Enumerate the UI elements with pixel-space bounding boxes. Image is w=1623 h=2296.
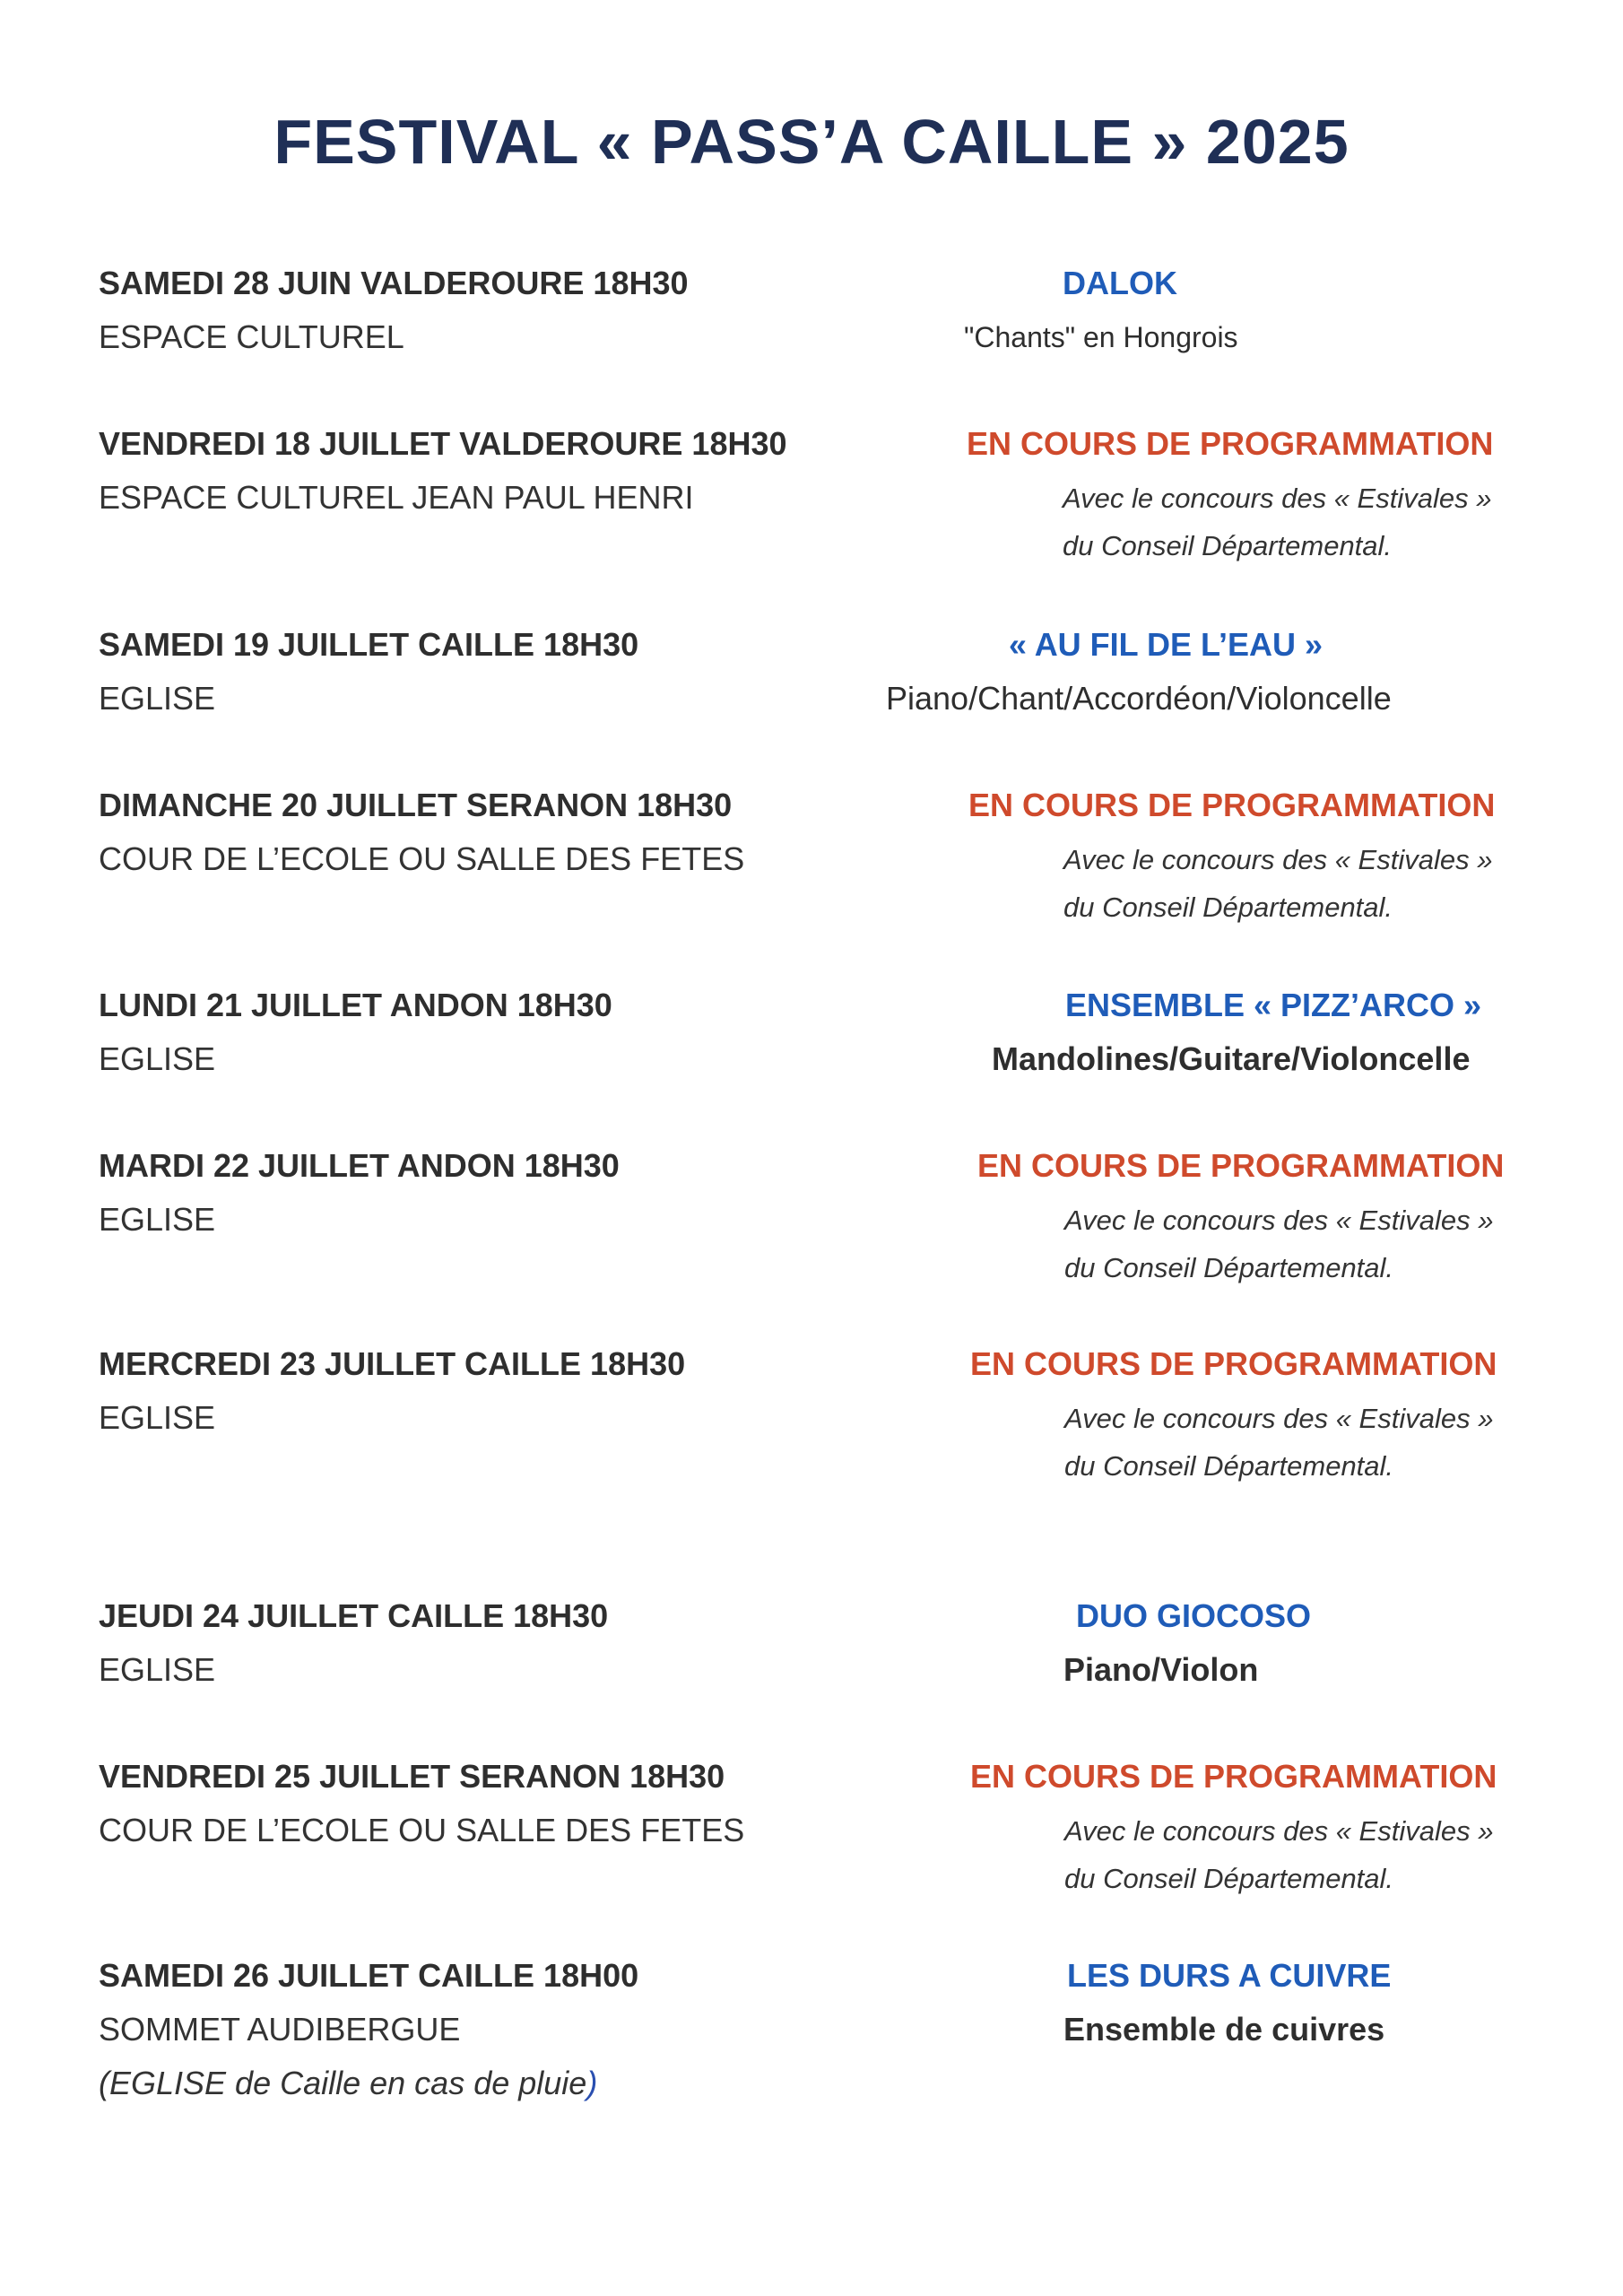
page-title: FESTIVAL « PASS’A CAILLE » 2025 — [273, 107, 1350, 177]
event-datetime: VENDREDI 18 JUILLET VALDEROURE 18H30 — [99, 425, 787, 462]
event-datetime: JEUDI 24 JUILLET CAILLE 18H30 — [99, 1597, 609, 1634]
event-venue: EGLISE — [99, 1651, 216, 1688]
event-venue: EGLISE — [99, 1201, 216, 1238]
event-note: Avec le concours des « Estivales » — [1064, 1205, 1494, 1236]
event-detail: Ensemble de cuivres — [1063, 2011, 1385, 2048]
event-note: du Conseil Départemental. — [1064, 1450, 1394, 1482]
event-act: EN COURS DE PROGRAMMATION — [977, 1147, 1505, 1184]
event-note: du Conseil Départemental. — [1064, 1252, 1394, 1283]
event-act: ENSEMBLE « PIZZ’ARCO » — [1065, 987, 1482, 1023]
event-note: du Conseil Départemental. — [1063, 530, 1393, 561]
event-datetime: VENDREDI 25 JUILLET SERANON 18H30 — [99, 1758, 725, 1795]
event-note: Avec le concours des « Estivales » — [1064, 1815, 1494, 1847]
event-act: DALOK — [1063, 265, 1177, 301]
event-note: Avec le concours des « Estivales » — [1064, 1403, 1494, 1434]
event-note: du Conseil Départemental. — [1063, 891, 1393, 923]
event-venue: COUR DE L’ECOLE OU SALLE DES FETES — [99, 840, 745, 877]
event-venue: EGLISE — [99, 680, 216, 717]
event-note: Avec le concours des « Estivales » — [1063, 844, 1493, 875]
venue-note-text: (EGLISE de Caille en cas de pluie — [99, 2065, 587, 2101]
event-detail: Piano/Violon — [1063, 1651, 1259, 1688]
event-datetime: DIMANCHE 20 JUILLET SERANON 18H30 — [99, 787, 733, 823]
event-venue: ESPACE CULTUREL JEAN PAUL HENRI — [99, 479, 694, 516]
event-note: du Conseil Départemental. — [1064, 1863, 1394, 1894]
event-act: EN COURS DE PROGRAMMATION — [968, 787, 1496, 823]
event-act: EN COURS DE PROGRAMMATION — [970, 1758, 1497, 1795]
event-venue-note — [99, 2057, 870, 2110]
event-venue: EGLISE — [99, 1399, 216, 1436]
event-act: « AU FIL DE L’EAU » — [1009, 626, 1324, 663]
event-act: DUO GIOCOSO — [1076, 1597, 1312, 1634]
event-datetime: SAMEDI 28 JUIN VALDEROURE 18H30 — [99, 265, 689, 301]
event-venue: ESPACE CULTUREL — [99, 318, 404, 355]
event-detail: Mandolines/Guitare/Violoncelle — [992, 1040, 1471, 1077]
event-datetime: MERCREDI 23 JUILLET CAILLE 18H30 — [99, 1345, 686, 1382]
event-act: LES DURS A CUIVRE — [1067, 1957, 1392, 1994]
event-detail: Piano/Chant/Accordéon/Violoncelle — [886, 680, 1392, 717]
event-detail: "Chants" en Hongrois — [964, 321, 1238, 353]
event-note: Avec le concours des « Estivales » — [1063, 483, 1492, 514]
event-act: EN COURS DE PROGRAMMATION — [970, 1345, 1497, 1382]
event-datetime: SAMEDI 19 JUILLET CAILLE 18H30 — [99, 626, 639, 663]
venue-note-close: ) — [586, 2065, 598, 2101]
event-venue: SOMMET AUDIBERGUE — [99, 2011, 461, 2048]
event-venue: COUR DE L’ECOLE OU SALLE DES FETES — [99, 1812, 745, 1848]
event-datetime: SAMEDI 26 JUILLET CAILLE 18H00 — [99, 1957, 639, 1994]
event-datetime: MARDI 22 JUILLET ANDON 18H30 — [99, 1147, 620, 1184]
event-venue: EGLISE — [99, 1040, 216, 1077]
event-datetime: LUNDI 21 JUILLET ANDON 18H30 — [99, 987, 612, 1023]
event-act: EN COURS DE PROGRAMMATION — [967, 425, 1494, 462]
